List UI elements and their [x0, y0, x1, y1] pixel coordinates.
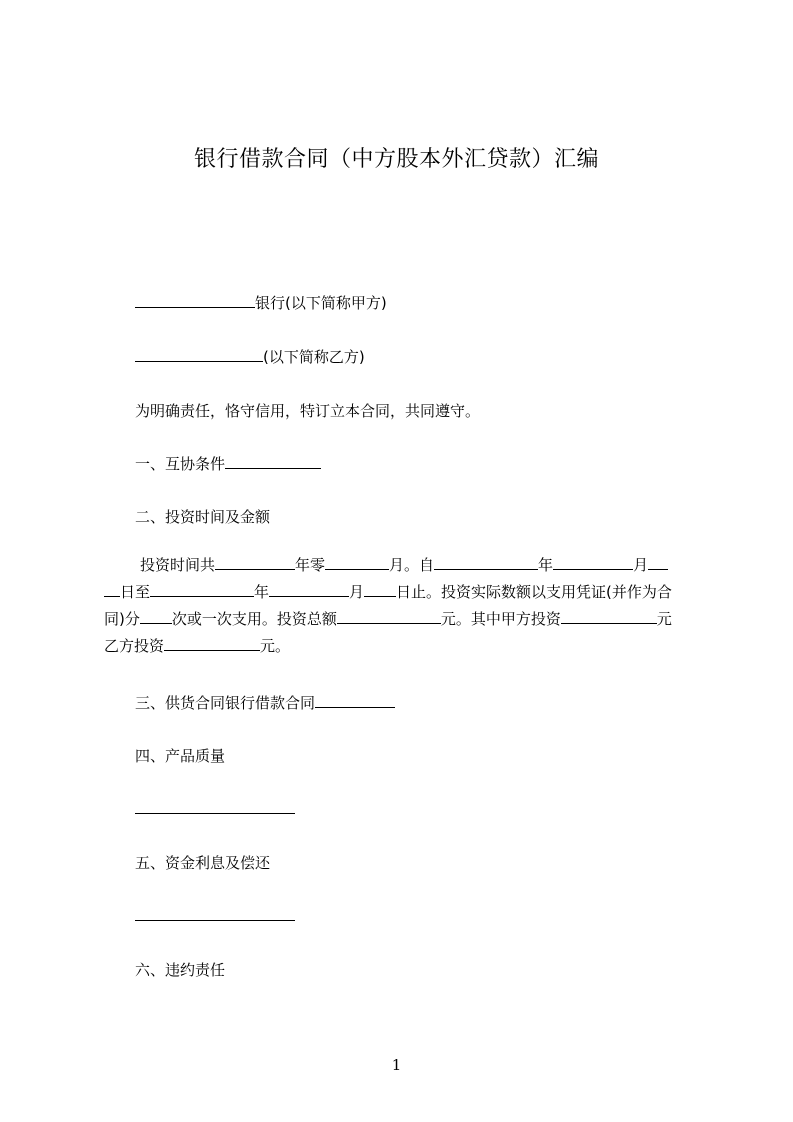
- clause-row-2: [104, 579, 700, 606]
- clause-text: 年: [254, 583, 270, 601]
- clause-text: 月: [633, 556, 649, 574]
- clause-text: 年: [538, 556, 554, 574]
- clause-text: 乙方投资: [104, 637, 165, 655]
- section-3-heading: 三、供货合同银行借款合同: [135, 694, 316, 712]
- section-3-blank: [315, 693, 395, 708]
- years-blank: [215, 555, 295, 570]
- section-5-blank: [135, 906, 295, 921]
- preamble-text: 为明确责任，恪守信用，特订立本合同，共同遵守。: [135, 402, 481, 420]
- installments-blank: [140, 609, 172, 624]
- end-year-blank: [150, 582, 254, 597]
- clause-text: 元。: [260, 637, 291, 655]
- end-day-blank: [364, 582, 396, 597]
- clause-text: 元。其中甲方投资: [440, 610, 561, 628]
- section-6-heading: 六、违约责任: [135, 961, 226, 979]
- section-4-blank-line: [135, 799, 295, 818]
- total-amount-blank: [337, 609, 441, 624]
- start-year-blank: [434, 555, 538, 570]
- section-4-heading: 四、产品质量: [135, 747, 226, 765]
- clause-row-1: [104, 552, 700, 579]
- clause-text: 日止。投资实际数额以支用凭证(并作为合: [396, 583, 672, 601]
- clause-text: 月: [349, 583, 365, 601]
- section-5-blank-line: [135, 906, 295, 925]
- party-b-blank: [135, 347, 263, 362]
- clause-row-3: [104, 606, 700, 633]
- document-title: 银行借款合同（中方股本外汇贷款）汇编: [193, 147, 599, 172]
- party-a-blank: [135, 293, 255, 308]
- party-a-amount-blank: [561, 609, 657, 624]
- section-1-blank: [225, 454, 321, 469]
- clause-text: 日至: [120, 583, 151, 601]
- clause-text: 年零: [295, 556, 326, 574]
- section-5-heading: 五、资金利息及偿还: [135, 854, 271, 872]
- party-b-amount-blank: [164, 636, 260, 651]
- end-month-blank: [269, 582, 349, 597]
- party-a-label: 银行(以下简称甲方): [255, 294, 387, 312]
- party-b-label: (以下简称乙方): [263, 348, 365, 366]
- section-2-heading: 二、投资时间及金额: [135, 508, 271, 526]
- section-3-line: [135, 692, 395, 713]
- clause-text: 投资时间共: [140, 556, 216, 574]
- clause-text: 元: [656, 610, 672, 628]
- clause-row-4: [104, 633, 700, 660]
- section-1-line: [135, 453, 321, 474]
- investment-clause: [104, 552, 700, 660]
- start-month-blank: [553, 555, 633, 570]
- section-1-heading: 一、互协条件: [135, 455, 226, 473]
- clause-text: 同)分: [104, 610, 140, 628]
- section-4-blank: [135, 799, 295, 814]
- months-blank: [325, 555, 389, 570]
- party-b-line: [135, 346, 365, 367]
- party-a-line: [135, 292, 387, 313]
- start-day-blank-part1: [648, 555, 668, 570]
- clause-text: 次或一次支用。投资总额: [171, 610, 337, 628]
- clause-text: 月。自: [389, 556, 435, 574]
- start-day-blank-part2: [104, 582, 120, 597]
- page-number: 1: [391, 1056, 402, 1074]
